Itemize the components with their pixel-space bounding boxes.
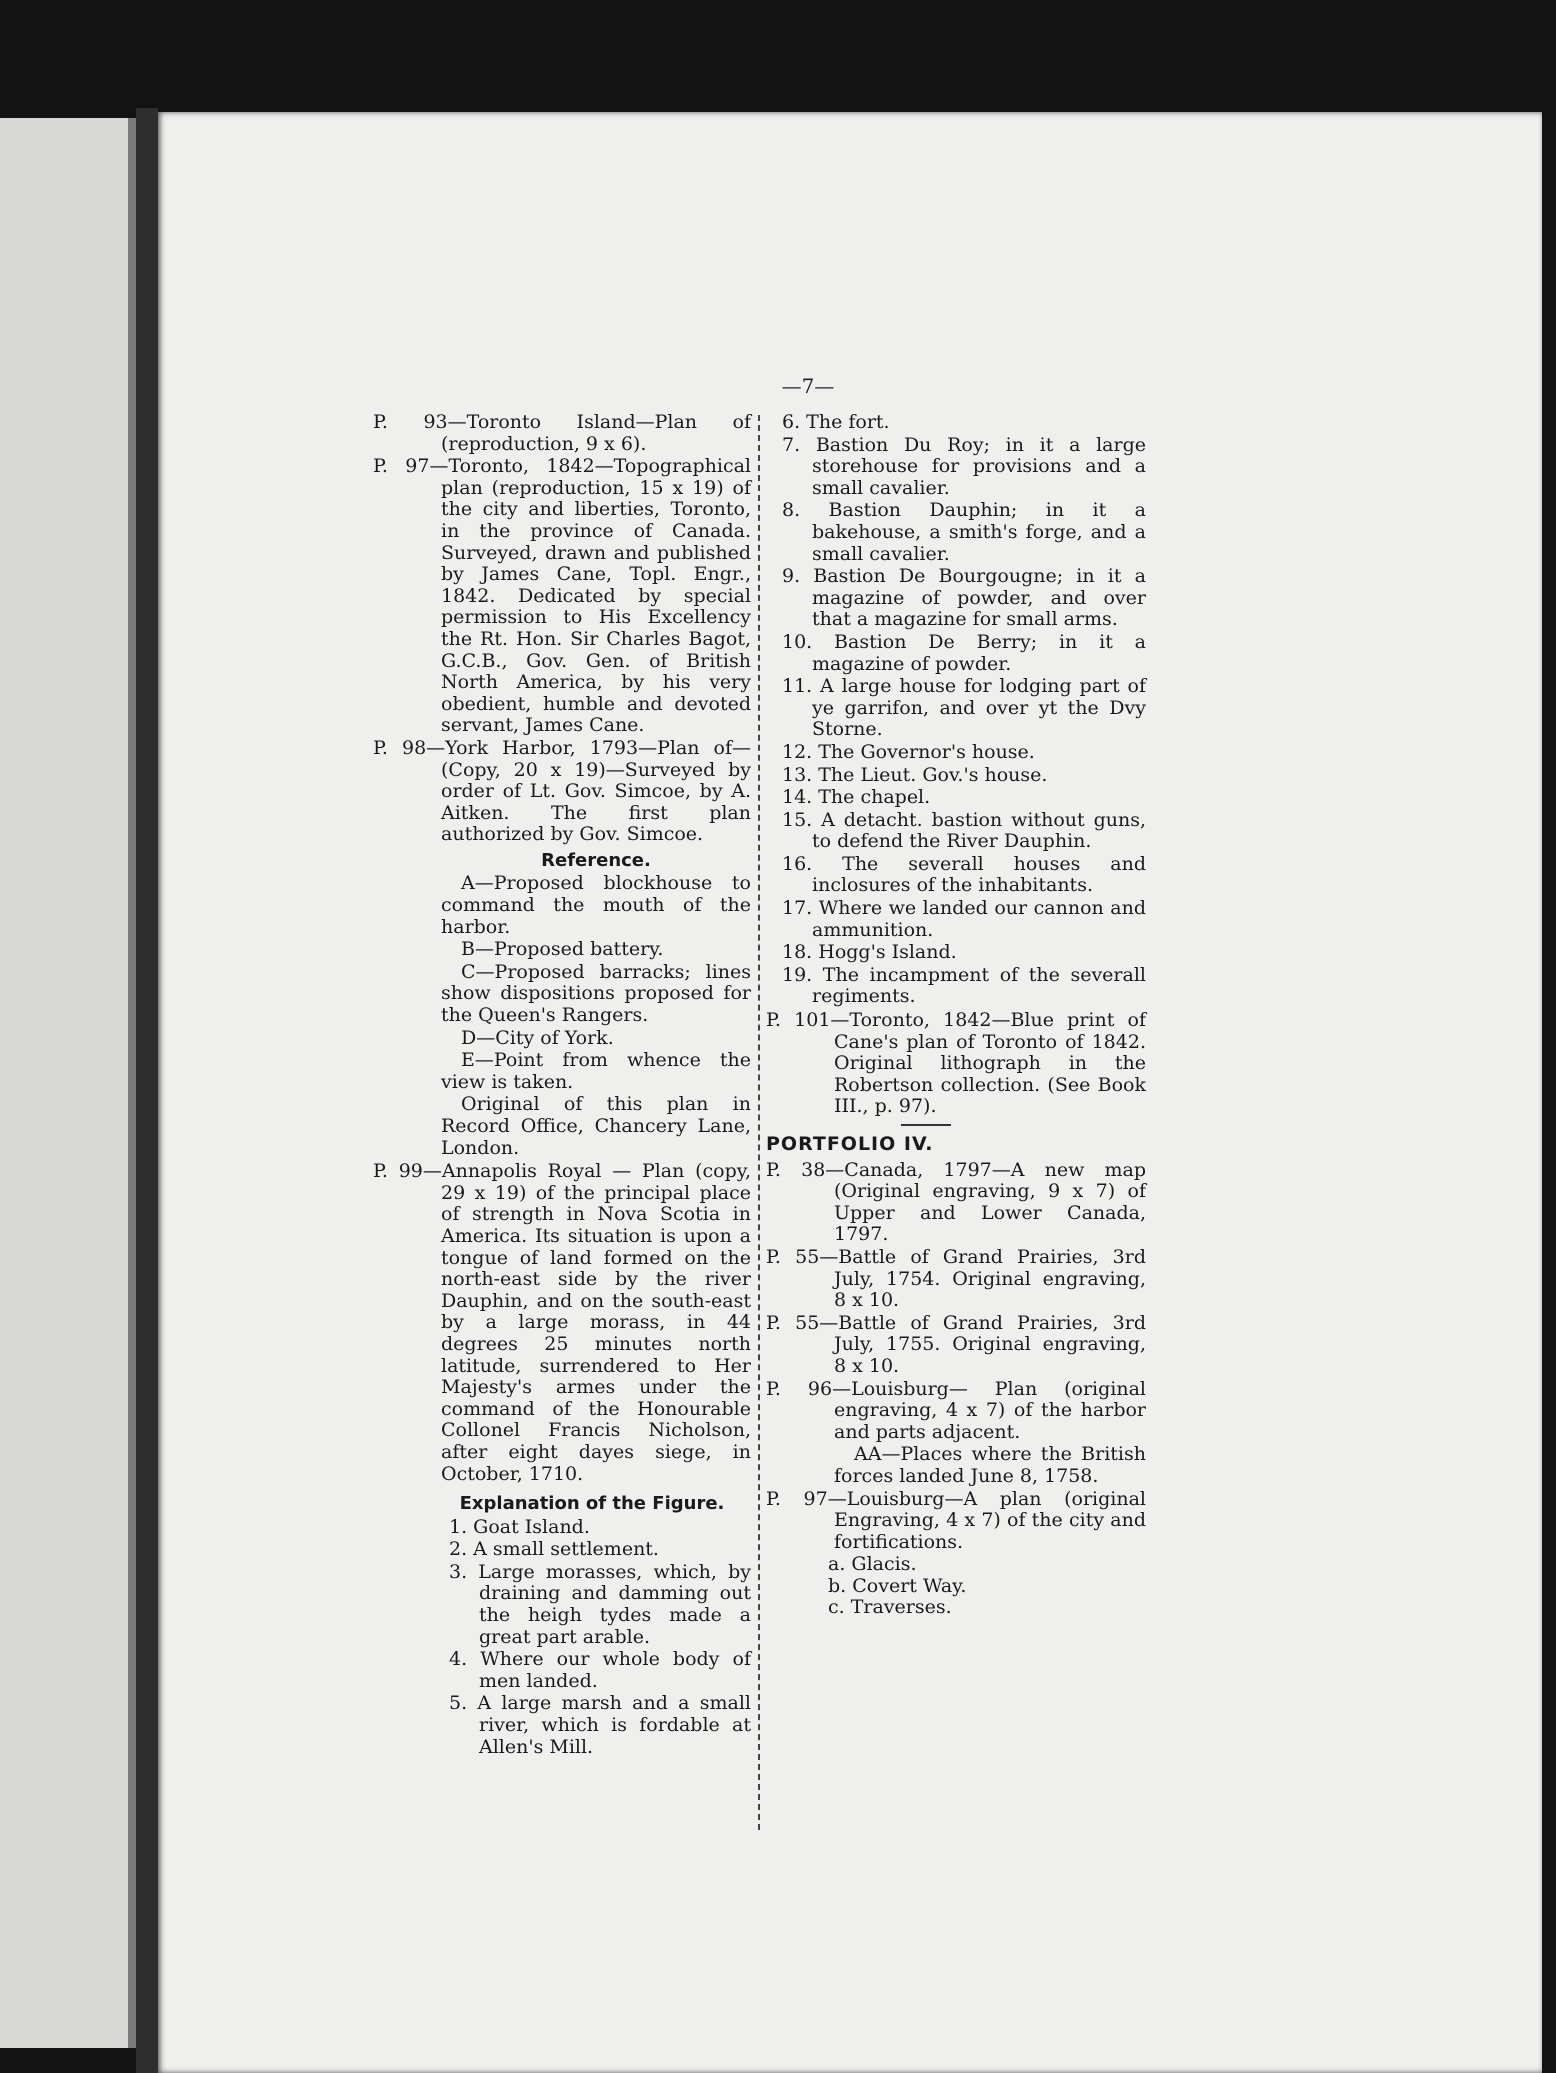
reference-item: Original of this plan in Record Office, Chancery Lane, London. — [441, 1093, 751, 1159]
reference-item: A—Proposed blockhouse to command the mouth of the harbor. — [441, 872, 751, 938]
figure-item: 4. Where our whole body of men landed. — [449, 1648, 751, 1692]
figure-item: 1. Goat Island. — [449, 1515, 590, 1538]
reference-item: B—Proposed battery. — [461, 938, 664, 961]
catalog-entry: P. 96—Louisburg— Plan (original engraving, 4 x 7) of the harbor and parts adjacent. — [766, 1377, 1146, 1443]
figure-item: 9. Bastion De Bourgougne; in it a magazine of powder, and over that a magazine for small arms. — [782, 565, 1146, 631]
reference-item: E—Point from whence the view is taken. — [441, 1049, 751, 1093]
facing-page-shadow — [128, 118, 136, 2048]
left-column — [373, 412, 751, 1759]
legend-item: b. Covert Way. — [828, 1574, 967, 1597]
binding-gutter — [136, 108, 158, 2073]
page-number: —7— — [781, 374, 835, 398]
reference-item: D—City of York. — [461, 1026, 614, 1049]
figure-item: 10. Bastion De Berry; in it a magazine of powder. — [782, 630, 1146, 675]
reference-heading: Reference. — [541, 849, 651, 871]
catalog-entry: P. 55—Battle of Grand Prairies, 3rd July, 1755. Original engraving, 8 x 10. — [766, 1311, 1146, 1377]
figure-item: 7. Bastion Du Roy; in it a large storehouse for provisions and a small cavalier. — [782, 433, 1146, 499]
catalog-entry: P. 101—Toronto, 1842—Blue print of Cane's plan of Toronto of 1842. Original lithograph in the Robertson collection. (See Book III., p. 97). — [766, 1009, 1146, 1118]
catalog-entry: P. 98—York Harbor, 1793—Plan of—(Copy, 20 x 19)—Surveyed by order of Lt. Gov. Simcoe, by A. Aitken. The first plan authorized by Gov. Simcoe. — [373, 736, 751, 846]
figure-item: 14. The chapel. — [782, 786, 931, 809]
figure-item: 18. Hogg's Island. — [782, 941, 957, 964]
place-note: AA—Places where the British forces landed June 8, 1758. — [834, 1443, 1146, 1487]
document-page — [158, 112, 1542, 2073]
figure-item: 17. Where we landed our cannon and ammunition. — [782, 897, 1146, 941]
figure-item: 19. The incampment of the severall regiments. — [782, 963, 1146, 1008]
figure-item: 16. The severall houses and inclosures of the inhabitants. — [782, 852, 1146, 897]
reference-item: C—Proposed barracks; lines show dispositions proposed for the Queen's Rangers. — [441, 960, 751, 1027]
explanation-heading: Explanation of the Figure. — [459, 1493, 725, 1515]
catalog-entry: P. 55—Battle of Grand Prairies, 3rd July, 1754. Original engraving, 8 x 10. — [766, 1245, 1146, 1312]
figure-item: 12. The Governor's house. — [782, 740, 1035, 763]
figure-item: 2. A small settlement. — [449, 1538, 659, 1561]
figure-item: 3. Large morasses, which, by draining and damming out the heigh tydes made a great part arable. — [449, 1560, 751, 1648]
section-divider — [901, 1124, 951, 1126]
figure-item: 13. The Lieut. Gov.'s house. — [782, 763, 1048, 786]
facing-page-edge — [0, 118, 128, 2048]
portfolio-heading: PORTFOLIO IV. — [766, 1133, 934, 1155]
legend-item: a. Glacis. — [828, 1553, 917, 1576]
catalog-entry: P. 38—Canada, 1797—A new map (Original engraving, 9 x 7) of Upper and Lower Canada, 1797. — [766, 1158, 1146, 1246]
figure-item: 15. A detacht. bastion without guns, to defend the River Dauphin. — [782, 808, 1146, 853]
right-column — [766, 412, 1146, 1619]
figure-item: 6. The fort. — [782, 411, 890, 433]
column-divider — [758, 415, 760, 1830]
catalog-entry: P. 97—Toronto, 1842—Topographical plan (reproduction, 15 x 19) of the city and liberties, Toronto, in the province of Canada. Surveyed, drawn and published by James Cane, Topl. Engr., 1842. Dedicated by special permission to His Excellency the Rt. Hon. Sir Charles Bagot, G.C.B., Gov. Gen. of British North America, by his very obedient, humble and devoted servant, James Cane. — [373, 455, 751, 737]
figure-item: 5. A large marsh and a small river, which is fordable at Allen's Mill. — [449, 1692, 751, 1758]
catalog-entry: P. 97—Louisburg—A plan (original Engraving, 4 x 7) of the city and fortifications. — [766, 1487, 1146, 1553]
figure-item: 11. A large house for lodging part of ye garrifon, and over yt the Dvy Storne. — [782, 675, 1146, 741]
catalog-entry: P. 93—Toronto Island—Plan of (reproduction, 9 x 6). — [373, 411, 751, 455]
figure-item: 8. Bastion Dauphin; in it a bakehouse, a smith's forge, and a small cavalier. — [782, 499, 1146, 565]
catalog-entry: P. 99—Annapolis Royal — Plan (copy, 29 x 19) of the principal place of strength in Nova Scotia in America. Its situation is upon a tongue of land formed on the north-east side by the river Dauphin, and on the south-east by a large morass, in 44 degrees 25 minutes north latitude, surrendered to Her Majesty's armes under the command of the Honourable Collonel Francis Nicholson, after eight dayes siege, in October, 1710. — [373, 1160, 751, 1485]
legend-item: c. Traverses. — [828, 1596, 952, 1619]
